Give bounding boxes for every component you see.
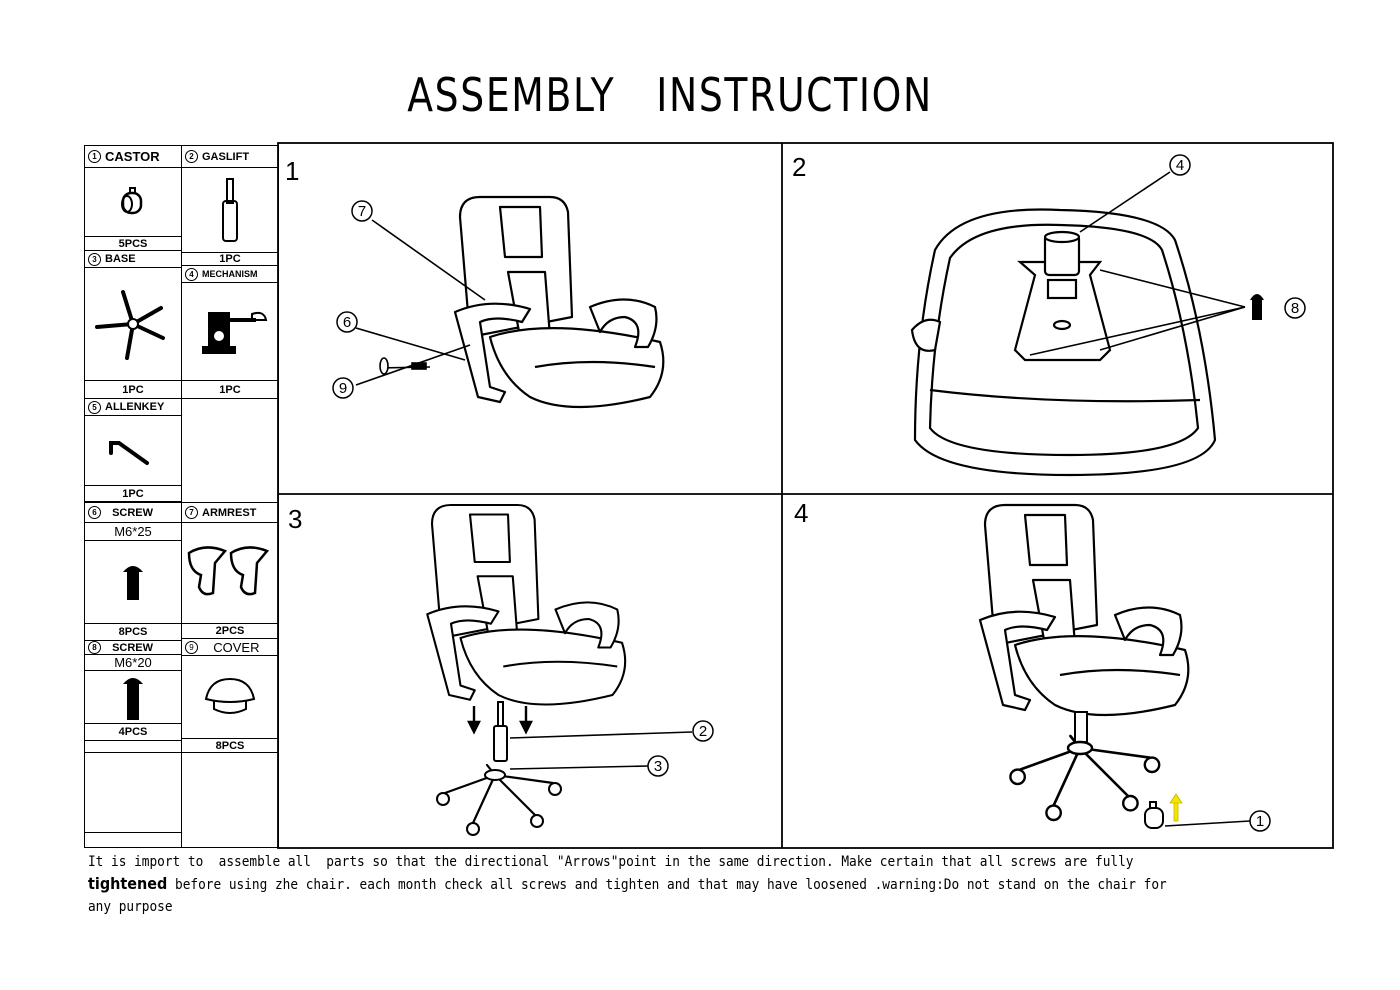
part-qty: 8PCS	[181, 738, 279, 753]
callout-number: 1	[1255, 813, 1265, 830]
part-qty: 2PCS	[181, 623, 279, 639]
note-text: before using zhe chair. each month check all screws and tighten and that may have loosened .warning:Do not stand on the chair for	[167, 877, 1167, 893]
part-number: 9	[185, 641, 198, 654]
part-name: SCREW	[112, 641, 154, 654]
note-line: It is import to assemble all parts so that the directional "Arrows"point in the same direction. Make certain that all screws are fully	[88, 854, 1134, 870]
step-2	[792, 152, 1305, 475]
part-qty: 1PC	[84, 485, 182, 502]
part-qty: 8PCS	[84, 623, 182, 641]
part-spec: M6*20	[84, 654, 182, 671]
assembly-notes	[88, 851, 1348, 918]
part-number: 1	[88, 150, 101, 163]
step-4	[794, 498, 1270, 831]
part-name: MECHANISM	[202, 269, 258, 279]
part-name: BASE	[105, 253, 136, 265]
note-line	[88, 873, 1348, 896]
callout-number: 2	[698, 723, 708, 740]
arrow-up-icon	[1170, 794, 1182, 821]
part-name: GASLIFT	[202, 150, 250, 163]
callout-number: 8	[1290, 300, 1300, 317]
part-number: 6	[88, 506, 101, 519]
part-number: 8	[88, 641, 101, 654]
part-number: 7	[185, 506, 198, 519]
step-number: 4	[794, 498, 809, 528]
step-number: 2	[792, 152, 807, 182]
note-line: any purpose	[88, 899, 173, 915]
part-number: 5	[88, 401, 101, 414]
callout-number: 6	[342, 314, 352, 331]
part-name: ALLENKEY	[105, 401, 165, 413]
part-number: 2	[185, 150, 198, 163]
part-qty: 1PC	[181, 252, 279, 266]
part-number: 4	[185, 268, 198, 281]
part-name: CASTOR	[105, 149, 160, 164]
note-bold-word: tightened	[88, 874, 168, 893]
callout-number: 9	[338, 380, 348, 397]
callout-number: 7	[357, 203, 367, 220]
part-qty: 1PC	[84, 380, 182, 399]
step-1	[285, 156, 663, 407]
part-spec: M6*25	[84, 522, 182, 541]
callout-number: 3	[653, 758, 663, 775]
part-name: COVER	[213, 639, 260, 655]
part-qty: 5PCS	[84, 236, 182, 251]
callout-number: 4	[1175, 157, 1185, 174]
page-title: ASSEMBLY INSTRUCTION	[407, 68, 933, 122]
part-qty: 4PCS	[84, 723, 182, 741]
step-number: 1	[285, 156, 300, 186]
step-3	[288, 504, 713, 835]
part-number: 3	[88, 253, 101, 266]
part-name: SCREW	[112, 506, 154, 519]
part-qty: 1PC	[181, 380, 279, 399]
part-name: ARMREST	[202, 506, 257, 519]
step-number: 3	[288, 504, 303, 534]
